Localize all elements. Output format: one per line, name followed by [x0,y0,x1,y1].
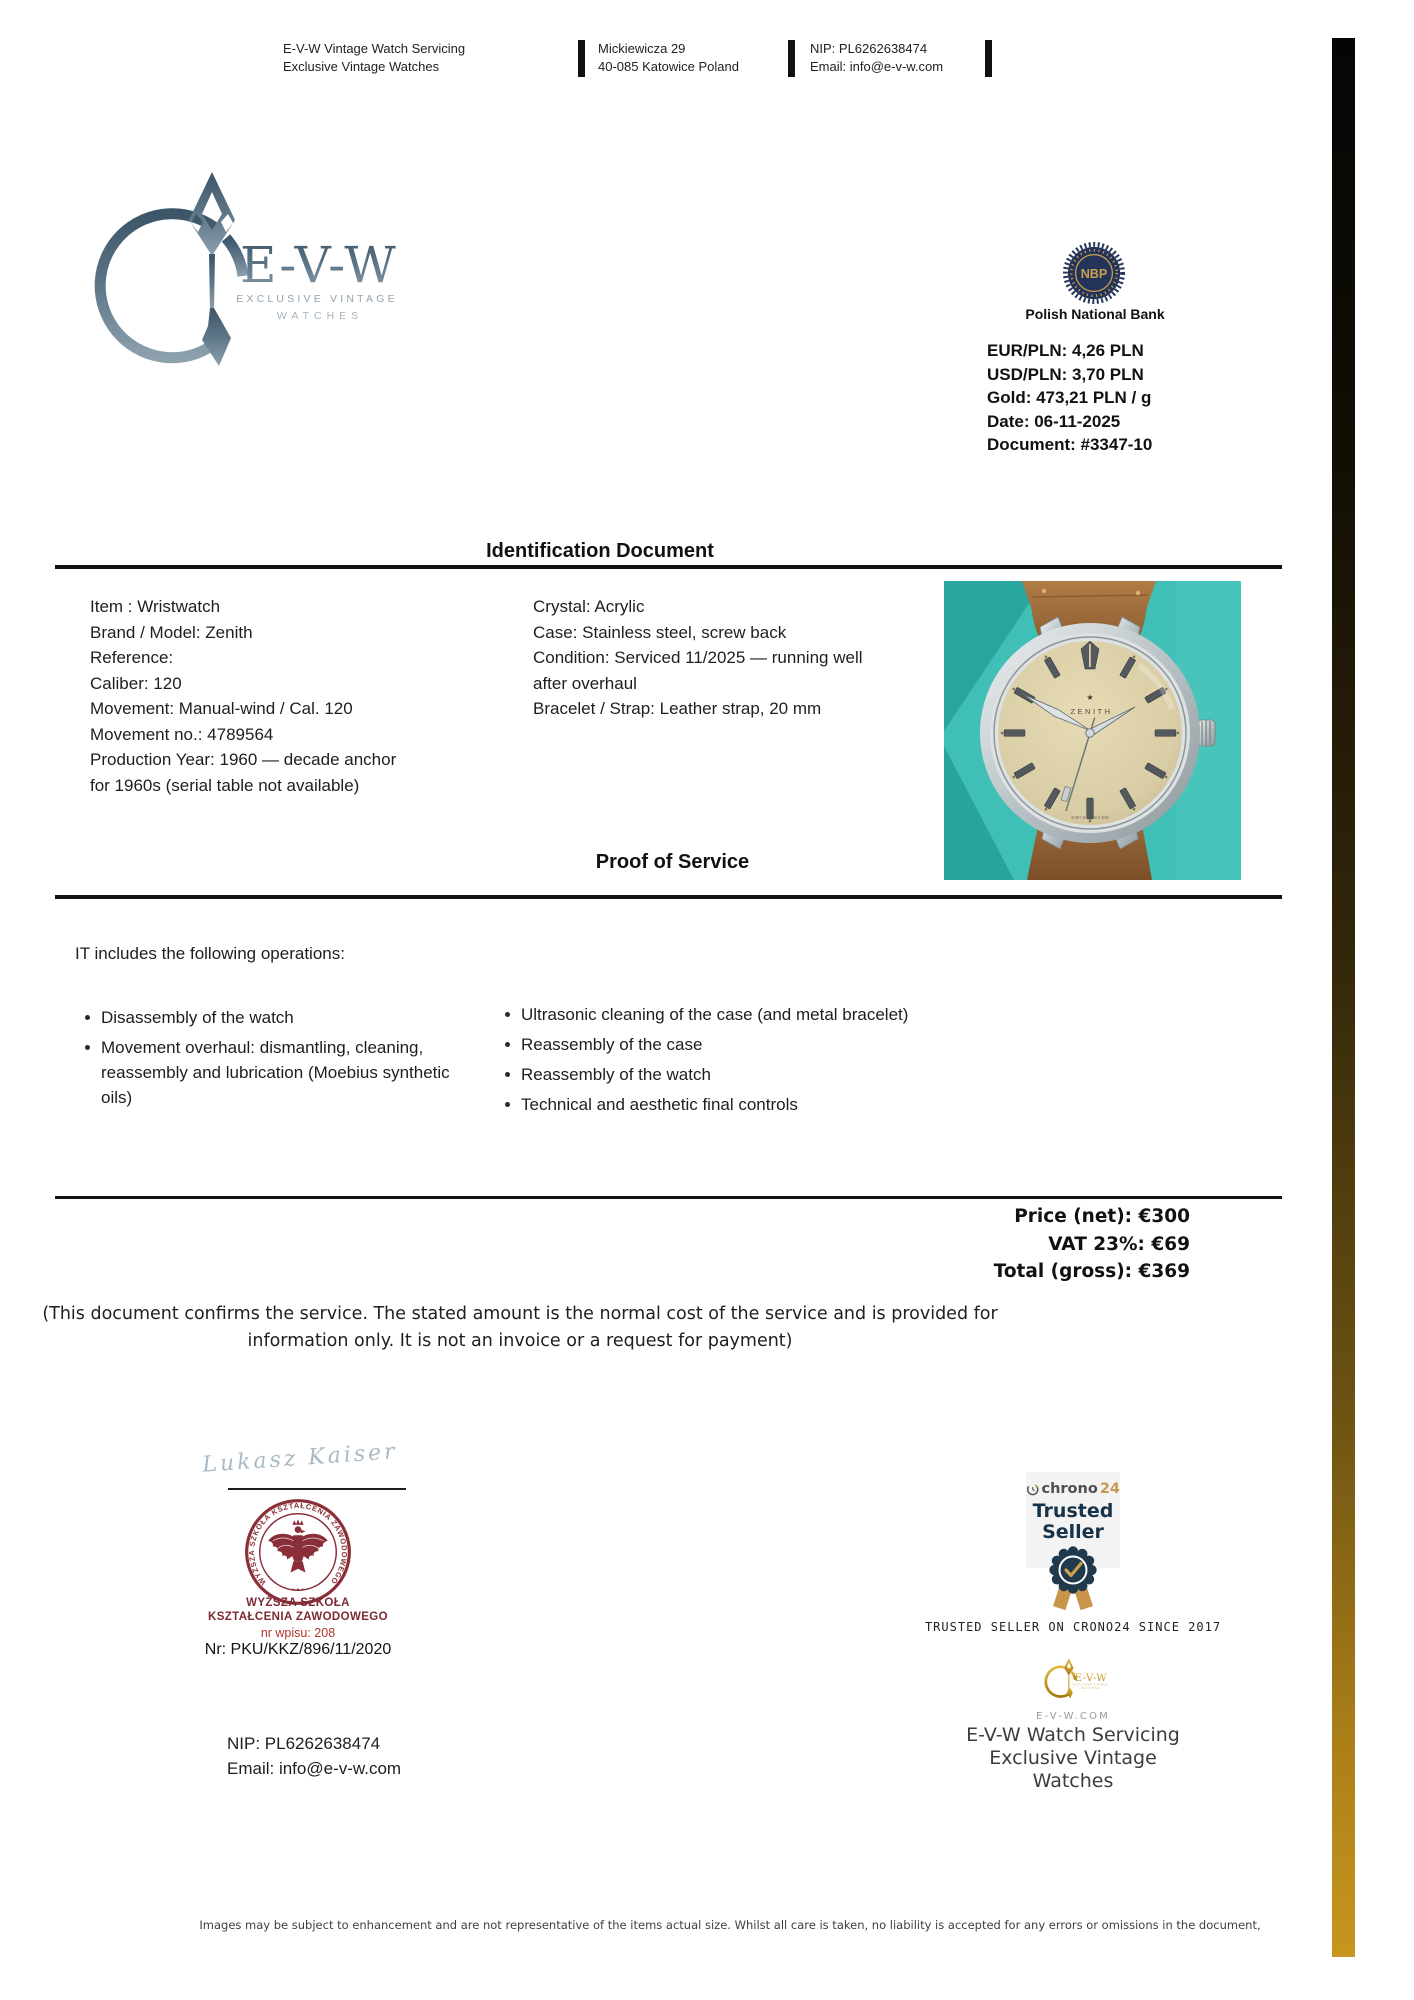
header-company-line1: E-V-W Vintage Watch Servicing [283,41,466,56]
dial-brand-text: ZENITH [1070,707,1113,716]
service-rule [55,895,1282,899]
list-item [85,1035,455,1110]
nbp-logo [1063,242,1125,304]
op-disassembly: Disassembly of the watch [101,1008,294,1027]
rate-eur: EUR/PLN: 4,26 PLN [987,341,1144,360]
seal-ring-dots: • • • [292,1585,304,1595]
document-number: Document: #3347-10 [987,435,1153,454]
signature-line [228,1488,406,1490]
service-title: Proof of Service [595,851,750,873]
op-ultrasonic: Ultrasonic cleaning of the case (and metal bracelet) [521,1005,909,1024]
header-divider-1 [578,40,585,77]
trusted-seller-rosette-icon [1044,1543,1102,1615]
list-item [505,1062,1065,1087]
nbp-abbr: NBP [1080,266,1108,281]
service-intro: IT includes the following operations: [75,944,345,963]
chrono24-logo [1026,1472,1120,1497]
confirmation-note: (This document confirms the service. The stated amount is the normal cost of the service and is provided for information only. It is not an invoice or a request for payment) [42,1304,998,1351]
seal-stamp [242,1496,354,1608]
bullet-icon [505,1102,510,1107]
seal-school-line2: KSZTAŁCENIA ZAWODOWEGO [207,1611,388,1623]
rate-gold: Gold: 473,21 PLN / g [987,388,1152,407]
header-company-block [283,40,465,75]
bullet-icon [85,1015,90,1020]
id-production-year: Production Year: 1960 — decade anchor for 1960s (serial table not available) [90,750,397,795]
price-total: Total (gross): €369 [993,1261,1190,1282]
id-item: Item : Wristwatch [90,597,221,616]
evw-logo-gold-graphic [1040,1654,1108,1700]
seal-ring-text: WYŻSZA SZKOŁA KSZTAŁCENIA ZAWODOWEGO [247,1501,349,1587]
list-item [505,1092,1065,1117]
logo-brand-text: E-V-W [240,236,398,294]
id-reference: Reference: [90,648,174,667]
watch-photo [944,581,1241,880]
op-reassembly-case: Reassembly of the case [521,1035,703,1054]
header-address-line2: 40-085 Katowice Poland [598,58,739,74]
header-address-line1: Mickiewicza 29 [598,41,686,56]
id-crystal: Crystal: Acrylic [533,597,645,616]
chrono24-clock-icon [1026,1482,1039,1497]
id-brand-model: Brand / Model: Zenith [90,622,253,642]
pricing-rule [55,1196,1282,1199]
list-item [505,1032,1065,1057]
footer-disclaimer: Images may be subject to enhancement and are not representative of the items actual size. Whilst all care is taken, no liability is accepted for any errors or omissions in the document, [199,1918,1261,1932]
rate-date: Date: 06-11-2025 [987,411,1121,431]
footer-domain: E-V-W.COM [1036,1711,1110,1722]
bullet-icon [505,1072,510,1077]
id-condition: Condition: Serviced 11/2025 — running well after overhaul [533,648,863,693]
list-item [505,1002,1065,1027]
bank-name: Polish National Bank [1025,306,1165,322]
header-registration-block [810,40,943,75]
contact-block [227,1731,401,1781]
gold-logo-tagline2: WATCHES [1081,1686,1101,1690]
evw-logo-graphic [72,158,402,368]
rate-usd: USD/PLN: 3,70 PLN [987,364,1144,384]
marker-12-notch [1089,644,1091,667]
identification-title: Identification Document [486,540,714,562]
ornate-hand-icon [189,172,235,366]
evw-logo-gold [1040,1654,1108,1700]
op-reassembly-watch: Reassembly of the watch [521,1065,711,1084]
watch-crown [1198,720,1215,746]
footer-brand-line1: E-V-W Watch Servicing [966,1724,1180,1746]
header-divider-2 [788,40,795,77]
footer-brand-line2: Exclusive Vintage Watches [989,1747,1157,1792]
price-net: Price (net): €300 [1014,1206,1190,1227]
evw-logo [72,158,402,368]
list-item [85,1005,455,1030]
contact-email: Email: info@e-v-w.com [227,1759,402,1778]
price-vat: VAT 23%: €69 [1048,1233,1190,1255]
trusted-label: Trusted [1032,1500,1114,1522]
seal-entry-number: nr wpisu: 208 [260,1626,336,1640]
seal-registry-number: Nr: PKU/KKZ/896/11/2020 [204,1641,392,1658]
id-caliber: Caliber: 120 [90,673,182,693]
ornate-hand-gold-icon [1064,1658,1073,1698]
identification-left-column [90,594,415,798]
seller-label: Seller [1042,1520,1104,1543]
identification-rule [55,565,1282,569]
pricing-block [994,1203,1190,1286]
header-divider-3 [985,40,992,77]
header-email: Email: info@e-v-w.com [810,58,944,74]
dial-swiss-made-text: SWISS MADE [1071,815,1110,820]
id-movement: Movement: Manual-wind / Cal. 120 [90,699,353,718]
identification-right-column [533,594,898,722]
chrono24-brand-text: chrono [1041,1481,1098,1497]
gold-logo-brand-text: E-V-W [1074,1671,1108,1684]
header-company-line2: Exclusive Vintage Watches [283,58,440,74]
trusted-seller-caption: TRUSTED SELLER ON CRONO24 SINCE 2017 [924,1620,1222,1634]
service-ops-right [505,1002,1065,1122]
gold-logo-tagline1: EXCLUSIVE VINTAGE [1072,1683,1108,1687]
logo-tagline2: WATCHES [276,310,364,322]
service-ops-left [85,1005,455,1115]
bank-rates [987,339,1152,457]
polish-eagle-icon [268,1519,328,1572]
header-address-block [598,40,739,75]
bullet-icon [505,1012,510,1017]
logo-tagline1: EXCLUSIVE VINTAGE [236,293,398,305]
right-accent-bar [1332,38,1355,1957]
dial-star-icon: ★ [1086,693,1094,702]
id-case: Case: Stainless steel, screw back [533,622,787,642]
chrono24-brand-suffix: 24 [1099,1481,1120,1497]
bullet-icon [505,1042,510,1047]
signature-text: Lukasz Kaiser [201,1439,399,1478]
op-overhaul: Movement overhaul: dismantling, cleaning, reassembly and lubrication (Moebius synthetic oils) [101,1038,450,1107]
op-final-controls: Technical and aesthetic final controls [521,1095,798,1114]
header-nip: NIP: PL6262638474 [810,41,928,56]
id-bracelet: Bracelet / Strap: Leather strap, 20 mm [533,699,822,718]
bullet-icon [85,1045,90,1050]
id-movement-no: Movement no.: 4789564 [90,724,274,744]
seal-school-line1: WYŻSZA SZKOŁA [246,1597,350,1609]
contact-nip: NIP: PL6262638474 [227,1734,381,1753]
